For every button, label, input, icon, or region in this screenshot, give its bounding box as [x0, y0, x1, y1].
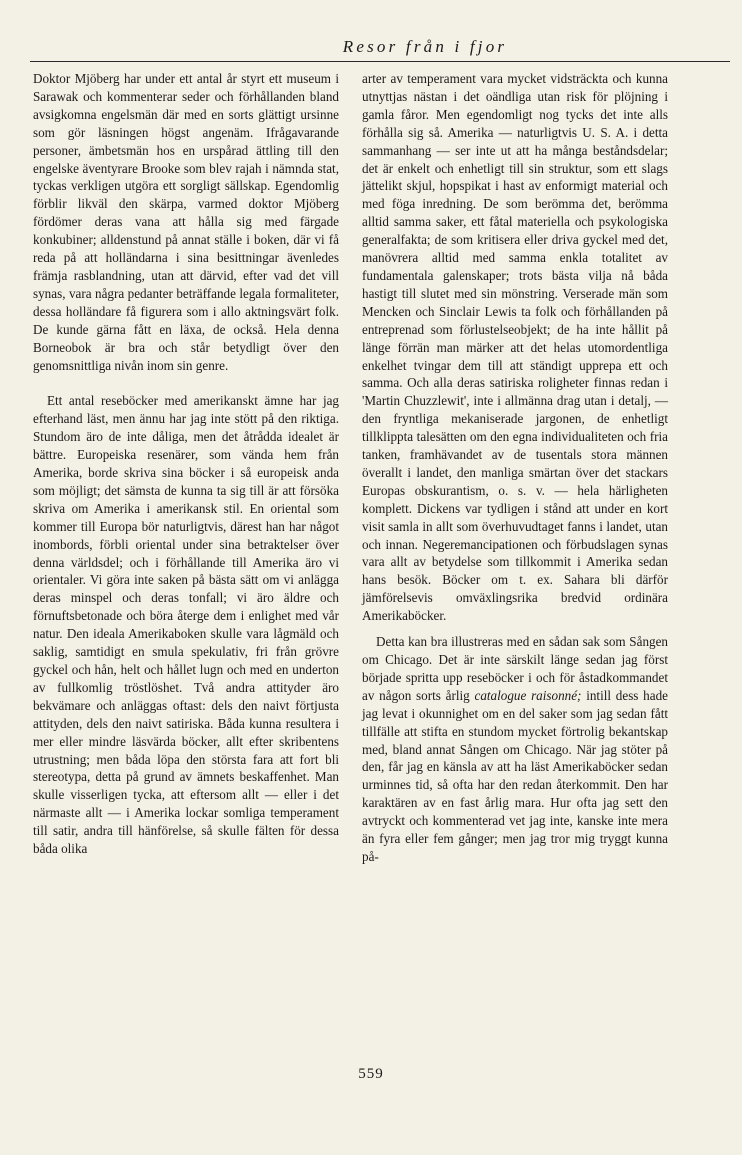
- paragraph: [362, 633, 668, 866]
- page-number: 559: [358, 1066, 384, 1082]
- italic-phrase: catalogue raisonné;: [474, 687, 582, 703]
- paragraph-text: intill dess hade jag levat i okunnighet om en del saker som jag sedan fått tillfälle att stifta en stundom mycket förtrolig bekantskap med, bland annat Sången om Chicago. När jag stöter på den, får jag en känsla av att ha läst Amerikaböcker sedan urminnes tid, så ofta har den redan återkommit. Den har karaktären av en fast årlig mara. Hur ofta jag sett den avtryckt och kommenterad vet jag inte, kanske inte mera än fyra eller fem gånger; men jag tror mig tryggt kunna på-: [362, 687, 668, 864]
- paragraph: arter av temperament vara mycket vidsträckta och kunna utnyttjas nästan i det oändliga utan risk för plöjning i gamla fåror. Men egendomligt nog tycks det inte alls förhålla sig så. Amerika — naturligtvis U. S. A. i detta sammanhang — ser inte ut att ha många beståndsdelar; det är enkelt och enhetligt till sin struktur, som ett slags jättelikt skjul, hopspikat i hast av enformigt material och med föga inredning. De som berömma det, berömma alltid samma saker, ett fåtal materiella och psykologiska generalfakta; de som kritisera eller driva gyckel med det, manövrera alltid med samma enkla totalitet av fundamentala galenskaper; trots bästa vilja nå båda hastigt till slutet med sin mönstring. Verserade män som Mencken och Sinclair Lewis ta folk och förhållanden på entreprenad som förlustelseobjekt; de ha inte hållit på länge förrän man märker att det helas utomordentliga enkelhet tvingar dem till att ständigt upprepa ett och samma. Och alla deras satiriska roligheter finnas redan i 'Martin Chuzzlewit', inte i allmänna drag utan i detalj, — den fryntliga mekaniserade jargonen, de enhetligt tillklippta talesätten om den egna individualiteten och fria tanken, framhävandet av de tusentals stora männen överallt i landet, den manliga smärtan över det stackars Europas obskurantism, o. s. v. — hela härligheten komplett. Dickens var tydligen i stånd att under en kort visit samla in allt som överhuvudtaget fanns i landet, utan och innan. Negeremancipationen och förbudslagen synas vara allt av betydelse som tillkommit i Amerika sedan hans besök. Böcker om t. ex. Sahara bli därför jämförelsevis omväxlingsrika bredvid ordinära Amerikaböcker.: [362, 71, 668, 624]
- left-column: [33, 70, 339, 858]
- paragraph: Doktor Mjöberg har under ett antal år styrt ett museum i Sarawak och kommenterar seder och förhållanden bland avsigkomna engelsmän där med en sorts glättigt ursinne som gör läsningen högst angenäm. Ifrågavarande personer, ämbetsmän hos en urspårad ättling till den engelske äventyrare Brooke som blev rajah i nämnda stat, tyckas verkligen utgöra ett sorgligt sällskap. Egendomlig förblir likväl den skärpa, varmed doktor Mjöberg fördömer deras vana att hålla sig med färgade konkubiner; alldenstund på annat ställe i boken, där vi få reda på att holländarna i sina besittningar ävenledes främja rasblandning, utan att därvid, efter vad det vill synas, vara några pedanter beträffande legala formaliteter, dessa holländare få figurera som i allo aktningsvärt folk. De kunde gärna fått en läxa, de också. Hela denna Borneobok är bra och står betydligt över den genomsnittliga nivån inom sin genre.: [33, 71, 339, 373]
- running-title: Resor från i fjor: [342, 37, 508, 56]
- running-header: [30, 33, 730, 62]
- paragraph-text: Detta kan bra illustreras med en sådan sak som Sången om Chicago. Det är inte särskilt länge sedan jag först började spritta upp reseböcker i och för åstadkommandet av någon sorts årlig: [362, 634, 668, 703]
- paragraph: Ett antal reseböcker med amerikanskt ämne har jag efterhand läst, men ännu har jag inte stött på den riktiga. Stundom äro de inte dåliga, men det åtrådda idealet är bättre. Europeiska resenärer, som vända hem från Amerika, borde skriva sina böcker i så europeisk anda som möjligt; det sämsta de kunna ta sig till är att försöka skriva om Amerika i amerikansk stil. En oriental som kommer till Europa bör naturligtvis, därest han har något inombords, förbli oriental under sina betraktelser över denna världsdel; och i förhållande till Amerika äro vi orientaler. Vi göra inte saken på bästa sätt om vi anlägga deras minspel och deras tonfall; vi äro äldre och förnuftsbetonade och böra återge dem i enlighet med vår natur. Den ideala Amerikaboken skulle vara lågmäld och saklig, samtidigt en smula spekulativ, fri från grövre gyckel och hån, helt och hållet lugn och med en underton av fullkomlig tröstlöshet. Två andra attityder äro bekvämare och anläggas oftast: dels den naivt förtjusta attityden, dels den naivt satiriska. Båda kunna resultera i mer eller mindre läsvärda böcker, allt efter skribentens utrustning; men båda löpa den största fara att fort bli stereotypa, detta på grund av ämnets beskaffenhet. Man skulle visserligen tycka, att eftersom allt — eller i det närmaste allt — i Amerika lockar somliga temperament till satir, andra till hänförelse, så skulle fälten för dessa båda olika: [33, 393, 339, 857]
- right-column: [362, 70, 668, 866]
